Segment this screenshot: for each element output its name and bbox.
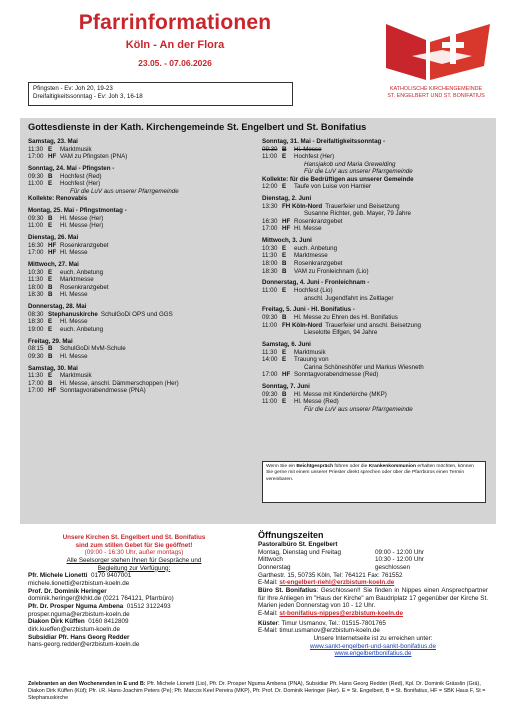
parish-logo: [372, 20, 500, 112]
contact-email: michele.lionetti@erzbistum-koeln.de: [28, 580, 130, 588]
day-block: [28, 234, 246, 257]
hours-row: Mittwoch 10:30 - 12:00 Uhr: [258, 556, 425, 564]
website-intro: Unsere Internetseite ist zu erreichen unter:: [313, 635, 433, 643]
services-title: Gottesdienste in der Kath. Kirchengemeinde St. Engelbert und St. Bonifatius: [28, 122, 367, 132]
celebrants-footer: Zelebranten an den Wochenenden in E und B: Pfr. Michele Lionetti (Lio), Pfr. Dr. Prosper Nguma Ambena (PNA), Subsidiar Pfr. Hans Georg Redder (Red), Kpl. Dr. Dominik Grässlin (Grä), Diakon Dirk Küffen (Küf); Pfr. i.R. Hans-Joachim Peters (Pe); Pfr. Marcos Keel Pereira (MKP), Pfr. Prof. Dr. Dominik Heringer (Her). E = St. Engelbert, B = St. Bonifatius, HF = SBK Haus F, St = Stephanuskirche: [28, 681, 486, 701]
website-link[interactable]: www.engelbertbonifatius.de: [334, 650, 412, 658]
day-heading: Sonntag, 24. Mai - Pfingsten -: [28, 164, 115, 172]
day-block: [28, 165, 246, 203]
day-heading: Samstag, 30. Mai: [28, 364, 78, 372]
service-row: 11:00 E Hochfest (Lio): [262, 287, 333, 295]
service-row: 17:00 HF Hl. Messe: [262, 225, 322, 233]
page-title: Pfarrinformationen: [78, 11, 272, 34]
services-column-left: [28, 138, 246, 399]
service-row: 11:30 E Marktmusik: [262, 348, 326, 356]
gospel-readings-box: [28, 82, 293, 106]
contact-email: dominik.heringer@khkt.de (0221 764121, Pfarrbüro): [28, 595, 174, 603]
intention-note: Hansjakob und Maria Grewelding: [304, 160, 396, 168]
service-row: 17:00 HF Sonntagvorabendmesse (PNA): [28, 387, 146, 395]
service-row: 10:30 E euch. Anbetung: [262, 244, 338, 252]
day-heading: Donnerstag, 28. Mai: [28, 303, 87, 311]
hours-row: Montag, Dienstag und Freitag 09:00 - 12:00 Uhr: [258, 548, 425, 556]
service-row: 16:30 HF Rosenkranzgebet: [262, 217, 343, 225]
bonifatius-office-note: Büro St. Bonifatius: Geschlossen!! Sie finden in Nippes einen Ansprechpartner für Ihre Anliegen im "Haus der Kirche" am Baudriplatz 17 gegenüber der Kirche St. Marien jeden Donnerstag von 10 - 12 Uhr.: [258, 587, 488, 610]
service-row: 11:00 E Hl. Messe (Red): [262, 398, 339, 406]
engelbert-email-link[interactable]: st-engelbert-riehl@erzbistum-koeln.de: [279, 579, 395, 587]
service-row: 18:30 E Hl. Messe: [28, 318, 88, 326]
service-row: 14:00 E Trauung von: [262, 356, 329, 364]
office-email: E-Mail: st-engelbert-riehl@erzbistum-koeln.de: [258, 579, 395, 587]
logo-caption: KATHOLISCHE KIRCHENGEMEINDE ST. ENGELBERT UND ST. BONIFATIUS: [387, 86, 485, 99]
contact-email: prosper.nguma@erzbistum-koeln.de: [28, 610, 130, 618]
cancelled-service-row: 09:30 B Hl. Messe: [262, 145, 322, 153]
day-block: [28, 138, 246, 161]
day-heading: Samstag, 6. Juni: [262, 340, 311, 348]
hours-row: Donnerstag geschlossen: [258, 563, 411, 571]
date-range: 23.05. - 07.06.2026: [138, 58, 212, 68]
day-block: [262, 279, 490, 302]
service-row: 09:30 B Hochfest (Red): [28, 172, 102, 180]
service-row: 08:30 Stephanuskirche SchulGoDi OPS und GGS: [28, 310, 173, 318]
contact-entry: Pfr. Dr. Prosper Nguma Ambena 01512 3122493: [28, 603, 171, 611]
sexton-email: E-Mail: timur.usmanov@erzbistum-koeln.de: [258, 627, 380, 635]
service-row: 19:00 E euch. Anbetung: [28, 325, 104, 333]
collection-note: Kollekte: für die Bedrüftigen aus unserer Gemeinde: [262, 175, 414, 183]
service-row: 12:00 E Taufe von Luise von Harnier: [262, 183, 372, 191]
service-row: 09:30 B Hl. Messe zu Ehren des Hl. Bonifatius: [262, 314, 398, 321]
service-row: 17:00 B Hl. Messe, anschl. Dämmerschoppen (Her): [28, 379, 179, 387]
day-block: [28, 338, 246, 361]
day-block: [28, 303, 246, 333]
services-column-right: [262, 138, 490, 418]
day-block: [262, 237, 490, 275]
contact-email: hans-georg.redder@erzbistum-koeln.de: [28, 641, 140, 649]
service-row: 11:00 E Hochfest (Her): [262, 153, 335, 161]
service-row: 11:30 E Marktmesse: [262, 252, 328, 260]
contact-entry: Prof. Dr. Dominik Heringer: [28, 587, 107, 595]
service-row: 17:00 HF VAM zu Pfingsten (PNA): [28, 153, 128, 161]
service-row: 18:30 B VAM zu Fronleichnam (Lio): [262, 267, 369, 275]
office-name: Pastoralbüro St. Engelbert: [258, 540, 338, 548]
day-block: [28, 261, 246, 299]
day-block: [262, 195, 490, 233]
day-block: [28, 207, 246, 230]
service-row: 11:30 E Marktmusik: [28, 145, 92, 153]
service-row: 11:00 E Hochfest (Her): [28, 180, 101, 188]
service-detail: Susanne Richter, geb. Mayer, 79 Jahre: [304, 210, 411, 218]
bonifatius-email-link[interactable]: st-bonifatius-nippes@erzbistum-koeln.de: [279, 610, 404, 618]
contacts-section: Unsere Kirchen St. Engelbert und St. Bonifatius sind zum stillen Gebet für Sie geöffnet! (09:00 - 16:30 Uhr, außer montags) Alle Seelsorger stehen Ihnen für Gespräche und Begleitung zur Verfügung: Pfr. Michele Lionetti 0170 9407001 michele.lionetti@erzbistum-koeln.de Prof. Dr. Dominik Heringer dominik.heringer@khkt.de (0221 764121, Pfarrbüro) Pfr. Dr. Prosper Nguma Ambena 01512 3122493 prosper.nguma@erzbistum-koeln.de Diakon Dirk Küffen 0160 8412809 dirk.kueffen@erzbistum-koeln.de Subsidiar Pfr. Hans Georg Redder hans-georg.redder@erzbistum-koeln.de: [28, 534, 240, 649]
intention-note: Für die LuV aus unserer Pfarrgemeinde: [304, 405, 413, 413]
office-hours-title: Öffnungszeiten: [258, 530, 324, 540]
day-heading: Montag, 25. Mai - Pfingstmontag -: [28, 207, 127, 215]
day-block: [262, 383, 490, 413]
day-heading: Sonntag, 31. Mai - Dreifaltigkeitssonntag -: [262, 138, 386, 145]
day-heading: Freitag, 5. Juni - Hl. Bonifatius -: [262, 306, 355, 314]
office-hours-section: [258, 530, 488, 658]
day-heading: Mittwoch, 3. Juni: [262, 237, 312, 245]
day-heading: Freitag, 29. Mai: [28, 337, 73, 345]
confession-info-box: Wenn Sie ein Beichtgespräch führen oder die Krankenkommunion erhalten möchten, können Sie gerne mit einem unserer Priester direkt sprechen oder über die Pfarrbüros einen Termin vereinbaren.: [262, 461, 486, 503]
church-logo-icon: [372, 20, 500, 84]
office-email: E-Mail: st-bonifatius-nippes@erzbistum-koeln.de: [258, 610, 404, 618]
contact-email: dirk.kueffen@erzbistum-koeln.de: [28, 626, 121, 634]
intention-note: Für die LuV aus unserer Pfarrgemeinde: [70, 187, 179, 195]
service-row: 13:30 FH Köln-Nord Trauerfeier und Beisetzung: [262, 202, 400, 210]
day-heading: Mittwoch, 27. Mai: [28, 261, 79, 269]
church-open-notice: Unsere Kirchen St. Engelbert und St. Bonifatius: [62, 534, 206, 541]
services-panel: [20, 118, 496, 524]
reading-line: Pfingsten - Ev: Joh 20, 19-23: [33, 85, 113, 92]
day-block: [262, 341, 490, 379]
service-row: 11:30 E Marktmesse: [28, 276, 94, 284]
service-row: 11:00 FH Köln-Nord Trauerfeier und anschl. Beisetzung: [262, 321, 421, 329]
contact-entry: Pfr. Michele Lionetti 0170 9407001: [28, 572, 132, 580]
contact-entry: Subsidiar Pfr. Hans Georg Redder: [28, 633, 130, 641]
office-address: Garthestr. 15, 50735 Köln, Tel: 764121 Fax: 761552: [258, 571, 403, 579]
day-heading: Samstag, 23. Mai: [28, 138, 78, 145]
day-heading: Dienstag, 26. Mai: [28, 234, 79, 242]
service-row: 08:15 B SchulGoDi MvM-Schule: [28, 345, 126, 353]
service-row: 11:00 E Hl. Messe (Her): [28, 222, 104, 230]
sexton-contact: Küster: Timur Usmanov, Tel.: 01515-7801765: [258, 619, 386, 627]
service-row: 09:30 B Hl. Messe mit Kinderkirche (MKP): [262, 390, 387, 398]
service-row: 09:30 B Hl. Messe: [28, 352, 88, 360]
service-row: 16:30 HF Rosenkranzgebet: [28, 241, 109, 249]
day-heading: Dienstag, 2. Juni: [262, 195, 312, 203]
service-row: 11:30 E Marktmusik: [28, 372, 92, 380]
contact-entry: Diakon Dirk Küffen 0160 8412809: [28, 618, 129, 626]
website-link[interactable]: www.sankt-engelbert-und-sankt-bonifatius.de: [309, 642, 436, 650]
service-row: 18:00 B Rosenkranzgebet: [262, 260, 343, 268]
service-detail: Carina Schöneshöfer und Markus Wiesneth: [304, 363, 424, 371]
day-heading: Sonntag, 7. Juni: [262, 383, 310, 391]
service-detail: anschl. Jugendfahrt ins Zeltlager: [304, 294, 394, 302]
reading-line: Dreifaltigkeitssonntag - Ev: Joh 3, 16-18: [33, 92, 143, 100]
service-detail: Lieselotte Elfgen, 94 Jahre: [304, 329, 378, 337]
service-row: 18:30 B Hl. Messe: [28, 291, 88, 299]
service-row: 17:00 HF Hl. Messe: [28, 249, 88, 257]
collection-note: Kollekte: Renovabis: [28, 195, 88, 203]
day-block: [262, 138, 490, 191]
service-row: 10:30 E euch. Anbetung: [28, 268, 104, 276]
service-row: 09:30 B Hl. Messe (Her): [28, 214, 104, 222]
pastors-intro: Alle Seelsorger stehen Ihnen für Gespräche und: [66, 557, 202, 565]
day-block: [28, 365, 246, 395]
service-row: 18:00 B Rosenkranzgebet: [28, 283, 109, 291]
page-subtitle: Köln - An der Flora: [125, 39, 225, 51]
intention-note: Für die LuV aus unserer Pfarrgemeinde: [304, 168, 413, 176]
service-row: 17:00 HF Sonntagvorabendmesse (Red): [262, 371, 379, 379]
day-heading: Donnerstag, 4. Juni - Fronleichnam -: [262, 279, 370, 287]
day-block: [262, 306, 490, 336]
